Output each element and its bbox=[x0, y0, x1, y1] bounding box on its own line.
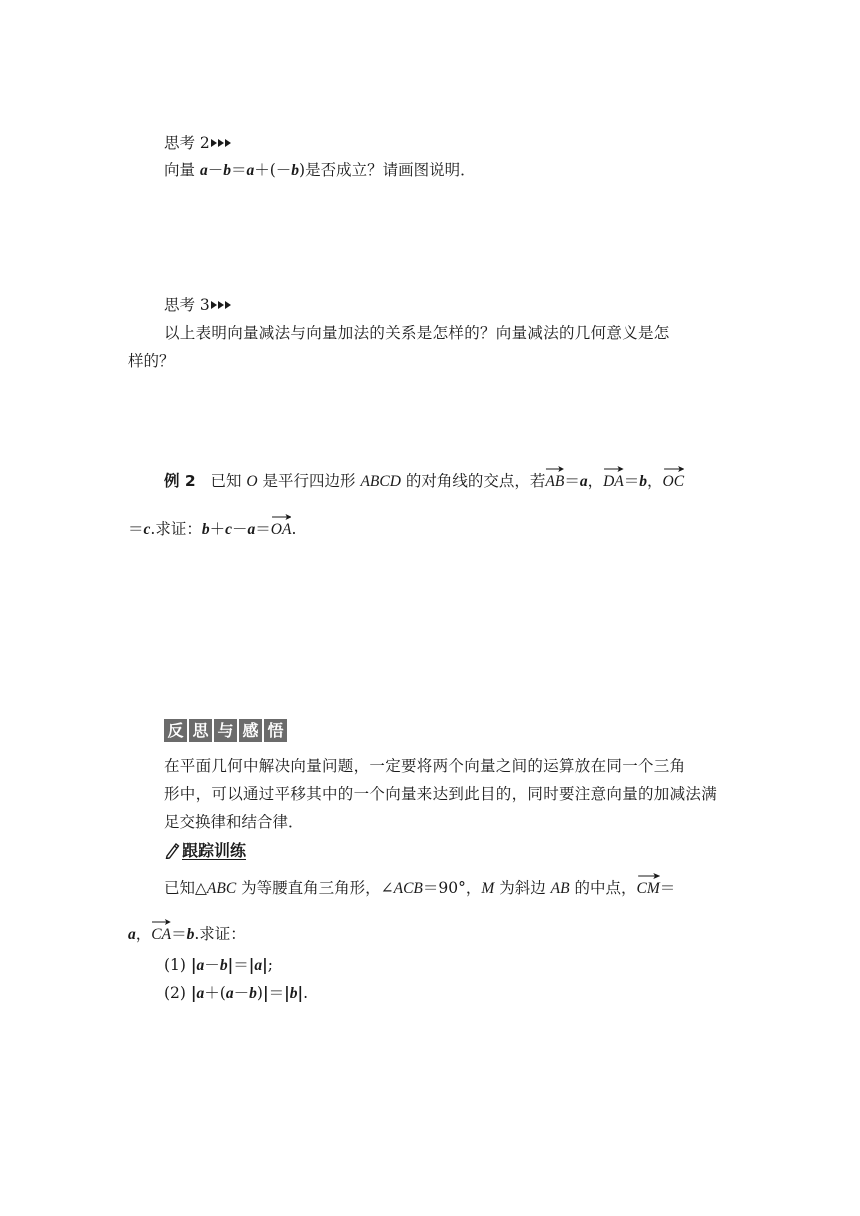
reflection-heading: 反 思 与 感 悟 bbox=[164, 719, 287, 742]
pencil-icon bbox=[164, 841, 180, 863]
think3-label: 思考 3 bbox=[164, 298, 231, 314]
think3-line1: 以上表明向量减法与向量加法的关系是怎样的？向量减法的几何意义是怎 bbox=[164, 324, 670, 342]
example2-line1: 例 2 已知 O 是平行四边形 ABCD 的对角线的交点，若AB ＝a，DA ＝b，OC bbox=[164, 474, 684, 490]
tracking-line2: a，CA ＝b.求证： bbox=[128, 927, 246, 943]
vector-CA: CA bbox=[151, 927, 171, 943]
think3-line2: 样的？ bbox=[128, 352, 175, 370]
tracking-line1: 已知△ABC 为等腰直角三角形，∠ACB＝90°，M 为斜边 AB 的中点，CM ＝ bbox=[164, 881, 675, 897]
reflection-line2: 形中，可以通过平移其中的一个向量来达到此目的，同时要注意向量的加减法满 bbox=[164, 785, 718, 803]
think2-question: 向量 a－b＝a＋(－b)是否成立？请画图说明． bbox=[164, 161, 476, 179]
vector-OC: OC bbox=[663, 474, 685, 490]
triangle-icon bbox=[225, 139, 231, 147]
vector-CM: CM bbox=[637, 881, 660, 897]
vector-AB: AB bbox=[545, 474, 564, 490]
tracking-heading: 跟踪训练 bbox=[164, 838, 246, 863]
example2-label: 例 2 bbox=[164, 472, 196, 490]
tracking-item2: (2) |a＋(a－b)|＝|b|. bbox=[164, 983, 309, 1002]
reflection-line3: 足交换律和结合律． bbox=[164, 813, 304, 831]
triangle-icon bbox=[218, 139, 224, 147]
triangle-icon bbox=[225, 301, 231, 309]
think2-label: 思考 2 bbox=[164, 136, 231, 152]
example2-line2: ＝c.求证：b＋c－a＝OA . bbox=[128, 522, 296, 538]
reflection-line1: 在平面几何中解决向量问题，一定要将两个向量之间的运算放在同一个三角 bbox=[164, 757, 686, 775]
tracking-item1: (1) |a－b|＝|a|; bbox=[164, 955, 273, 974]
triangle-icon bbox=[211, 301, 217, 309]
triangle-icon bbox=[211, 139, 217, 147]
triangle-icon bbox=[218, 301, 224, 309]
vector-DA: DA bbox=[603, 474, 624, 490]
vector-OA: OA bbox=[271, 522, 292, 538]
